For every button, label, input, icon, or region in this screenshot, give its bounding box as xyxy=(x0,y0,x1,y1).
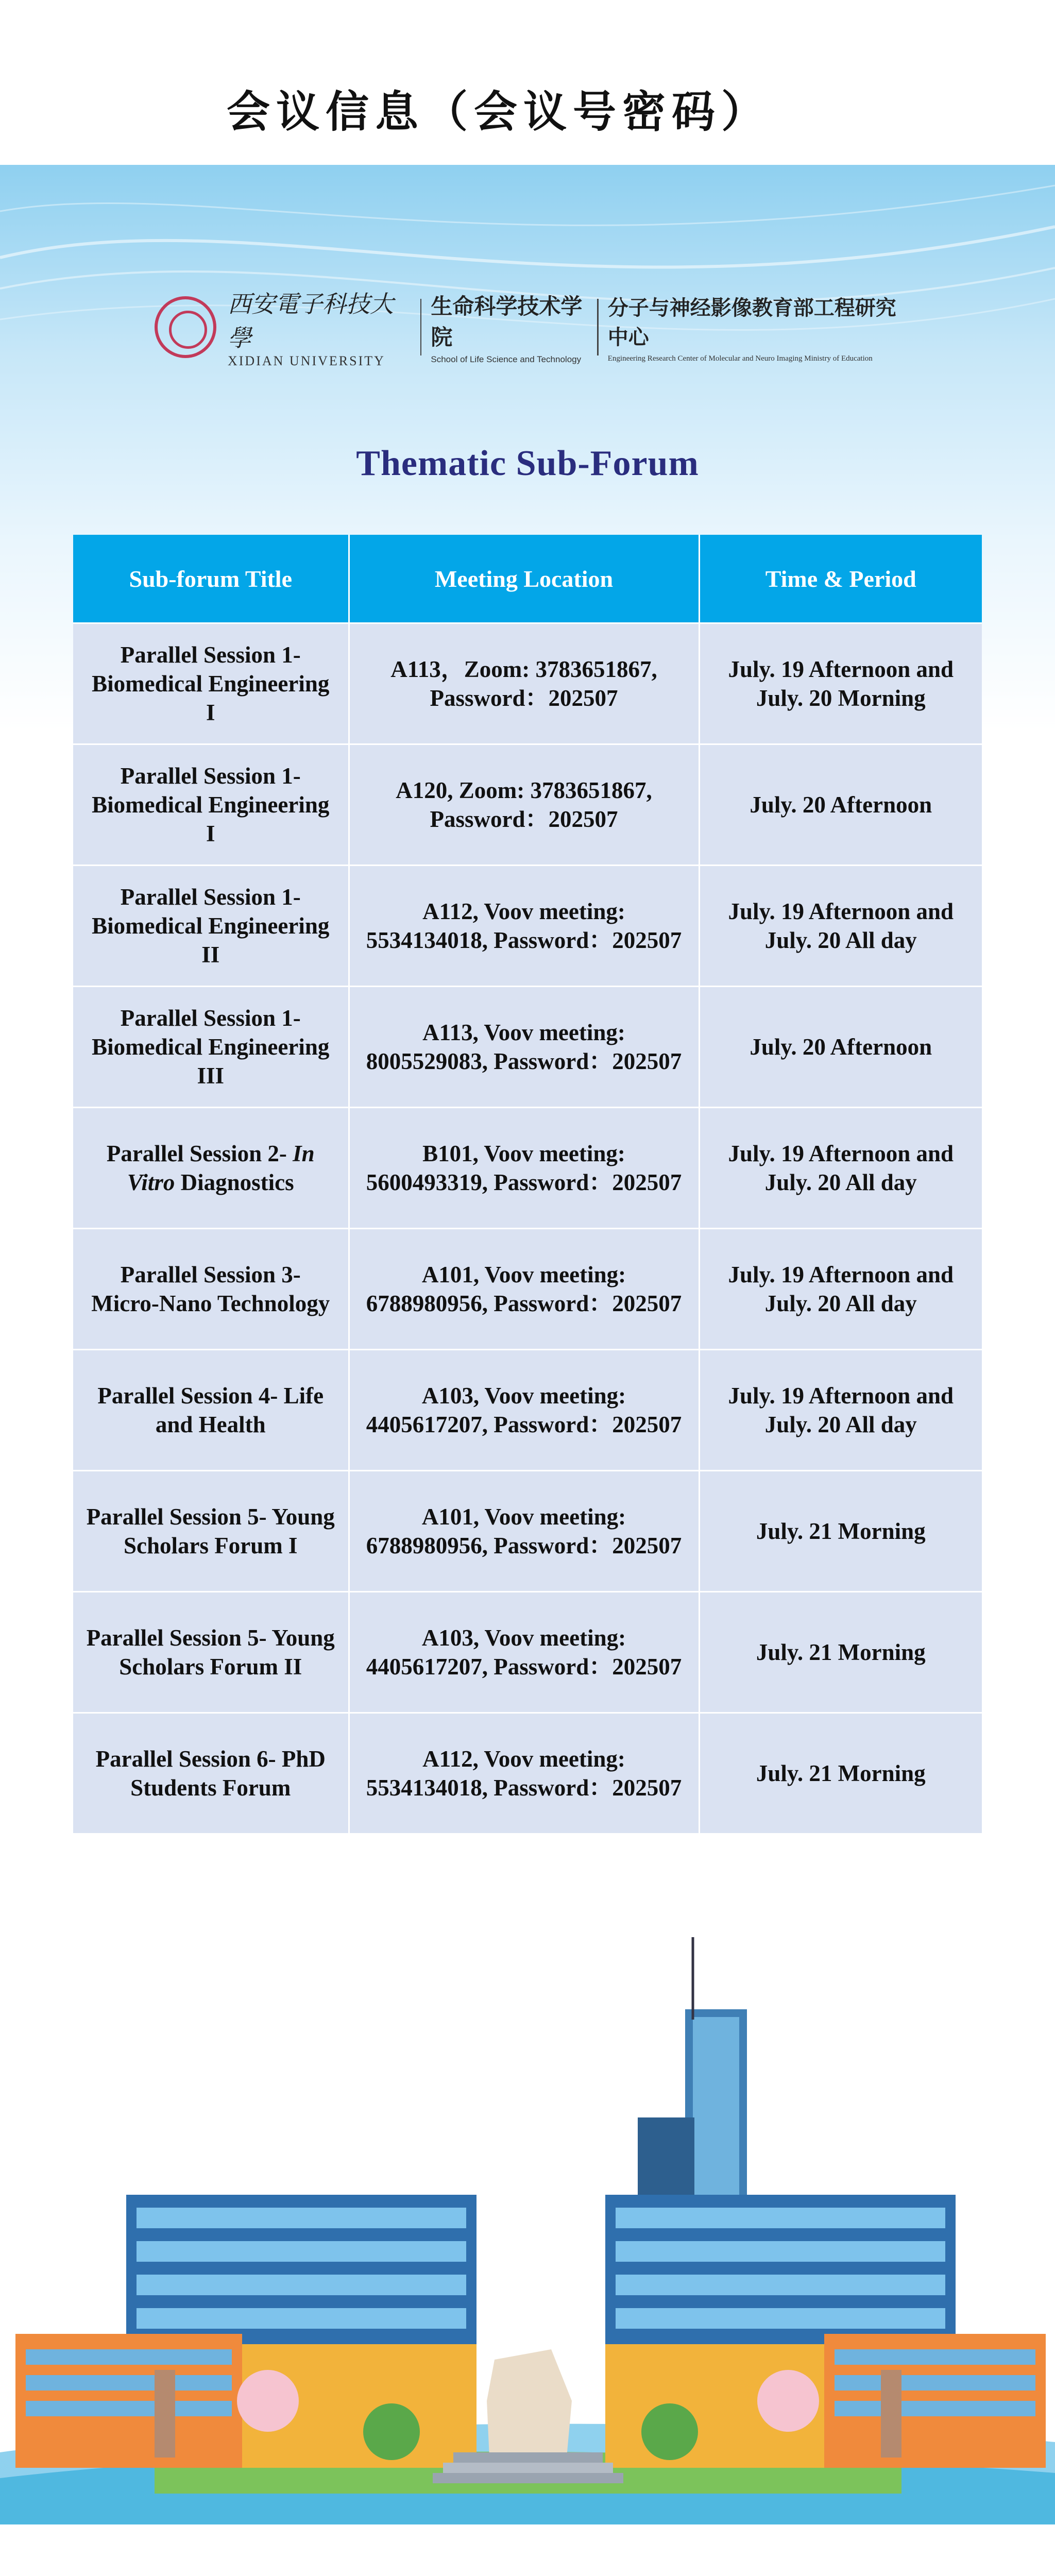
session-title: Parallel Session 5- Young Scholars Forum II xyxy=(73,1592,349,1713)
session-title: Parallel Session 1- Biomedical Engineering I xyxy=(73,744,349,866)
school-logo xyxy=(431,290,588,365)
xidian-seal-icon xyxy=(155,296,216,358)
table-row xyxy=(73,1108,982,1229)
logo-divider xyxy=(597,299,599,355)
column-header-location: Meeting Location xyxy=(349,535,699,623)
campus-illustration xyxy=(0,1937,1055,2524)
university-name-cn: 西安電子科技大學 xyxy=(228,290,394,352)
meeting-location: B101, Voov meeting: 5600493319, Password：202507 xyxy=(349,1108,699,1229)
session-time: July. 20 Afternoon xyxy=(699,744,982,866)
table-row xyxy=(73,1350,982,1471)
center-name-en: Engineering Research Center of Molecular and Neuro Imaging Ministry of Education xyxy=(607,354,873,363)
session-time: July. 19 Afternoon and July. 20 All day xyxy=(699,1229,982,1350)
subforum-table xyxy=(73,535,982,1835)
meeting-location: A113，Zoom: 3783651867, Password：202507 xyxy=(349,623,699,744)
meeting-location: A120, Zoom: 3783651867, Password：202507 xyxy=(349,744,699,866)
session-title-prefix: Parallel Session 2- xyxy=(106,1141,293,1166)
meeting-location: A101, Voov meeting: 6788980956, Password：202507 xyxy=(349,1471,699,1592)
meeting-location: A112, Voov meeting: 5534134018, Password：202507 xyxy=(349,866,699,987)
table-row xyxy=(73,987,982,1108)
meeting-location: A103, Voov meeting: 4405617207, Password：202507 xyxy=(349,1350,699,1471)
poster xyxy=(0,165,1055,2524)
session-time: July. 21 Morning xyxy=(699,1592,982,1713)
center-name-cn: 分子与神经影像教育部工程研究中心 xyxy=(607,296,896,349)
session-time: July. 20 Afternoon xyxy=(699,987,982,1108)
column-header-time: Time & Period xyxy=(699,535,982,623)
table-row xyxy=(73,1713,982,1834)
session-time: July. 21 Morning xyxy=(699,1713,982,1834)
meeting-location: A113, Voov meeting: 8005529083, Password：202507 xyxy=(349,987,699,1108)
table-row xyxy=(73,623,982,744)
university-logo xyxy=(228,285,400,369)
session-title: Parallel Session 5- Young Scholars Forum I xyxy=(73,1471,349,1592)
table-row xyxy=(73,744,982,866)
institution-logos xyxy=(155,290,907,368)
page-title: 会议信息（会议号密码） xyxy=(227,87,771,137)
school-name-cn: 生命科学技术学院 xyxy=(431,294,583,350)
table-row xyxy=(73,1592,982,1713)
session-title: Parallel Session 1- Biomedical Engineering I xyxy=(73,623,349,744)
forum-title: Thematic Sub-Forum xyxy=(356,444,699,483)
session-title: Parallel Session 4- Life and Health xyxy=(73,1350,349,1471)
school-name-en: School of Life Science and Technology xyxy=(431,354,582,364)
university-name-en: XIDIAN UNIVERSITY xyxy=(228,353,385,368)
table-row xyxy=(73,866,982,987)
meeting-location: A103, Voov meeting: 4405617207, Password：202507 xyxy=(349,1592,699,1713)
meeting-location: A112, Voov meeting: 5534134018, Password：202507 xyxy=(349,1713,699,1834)
table-row xyxy=(73,1229,982,1350)
session-title xyxy=(73,1108,349,1229)
column-header-title: Sub-forum Title xyxy=(73,535,349,623)
session-title: Parallel Session 1- Biomedical Engineering III xyxy=(73,987,349,1108)
session-time: July. 19 Afternoon and July. 20 All day xyxy=(699,866,982,987)
logo-divider xyxy=(420,299,422,355)
session-time: July. 21 Morning xyxy=(699,1471,982,1592)
table-row xyxy=(73,1471,982,1592)
table-header-row xyxy=(73,535,982,623)
session-title-italic: In Vitro xyxy=(127,1141,315,1195)
meeting-location: A101, Voov meeting: 6788980956, Password：202507 xyxy=(349,1229,699,1350)
research-center-logo xyxy=(608,292,907,363)
session-title: Parallel Session 3- Micro-Nano Technology xyxy=(73,1229,349,1350)
session-time: July. 19 Afternoon and July. 20 All day xyxy=(699,1350,982,1471)
session-title: Parallel Session 6- PhD Students Forum xyxy=(73,1713,349,1834)
session-title: Parallel Session 1- Biomedical Engineering II xyxy=(73,866,349,987)
session-time: July. 19 Afternoon and July. 20 All day xyxy=(699,1108,982,1229)
session-title-suffix: Diagnostics xyxy=(175,1170,294,1195)
session-time: July. 19 Afternoon and July. 20 Morning xyxy=(699,623,982,744)
